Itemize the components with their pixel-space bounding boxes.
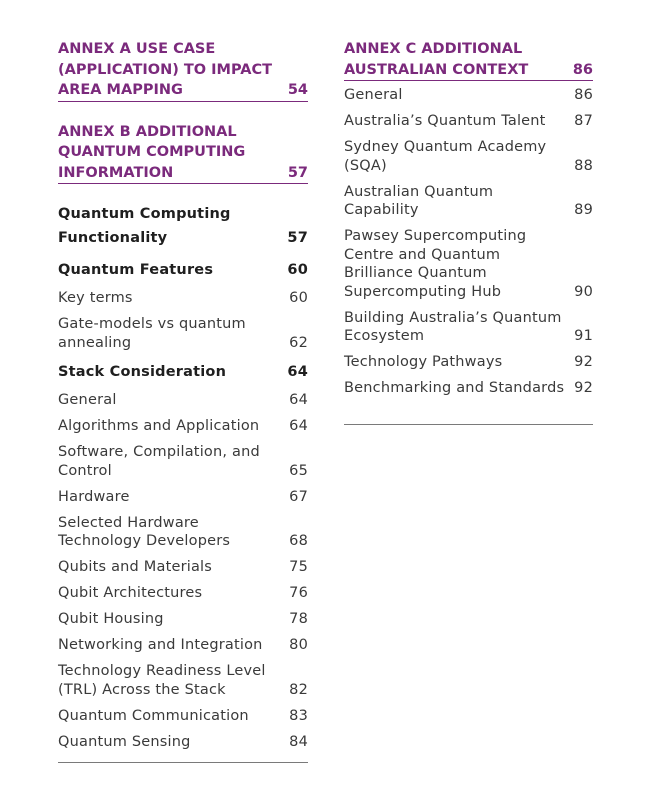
entry-page: 86 bbox=[574, 87, 593, 103]
entry-page: 64 bbox=[289, 418, 308, 434]
entry-label: Key terms bbox=[58, 290, 133, 306]
entry-label: Quantum Communication bbox=[58, 707, 249, 724]
toc-section-annex-b[interactable] bbox=[58, 122, 308, 185]
entry-page: 92 bbox=[574, 354, 593, 370]
toc-entry[interactable] bbox=[344, 183, 593, 220]
entry-label: General bbox=[58, 392, 117, 408]
entry-label: Qubits and Materials bbox=[58, 559, 213, 575]
entry-label: Benchmarking and Standards bbox=[344, 380, 565, 396]
entry-page: 80 bbox=[289, 637, 308, 653]
toc-entry[interactable] bbox=[58, 258, 308, 282]
entry-label: Gate-models vs quantum annealing bbox=[58, 316, 246, 351]
entry-label: Software, Compilation, and Control bbox=[58, 444, 260, 479]
toc-entry[interactable] bbox=[58, 391, 308, 410]
entry-page: 68 bbox=[289, 533, 308, 549]
toc-entry[interactable] bbox=[58, 417, 308, 436]
entry-label: Pawsey Supercomputing Centre and Quantum Brilliance Quantum Supercomputing Hub bbox=[344, 228, 527, 300]
entry-label: Quantum Computing Functionality bbox=[58, 206, 231, 246]
entry-label: Quantum Features bbox=[58, 261, 214, 278]
entry-page: 64 bbox=[287, 363, 308, 380]
section-page: 57 bbox=[287, 164, 308, 181]
entry-label: Building Australia’s Quantum Ecosystem bbox=[344, 309, 562, 344]
entry-page: 64 bbox=[289, 392, 308, 408]
entry-label: Algorithms and Application bbox=[58, 418, 260, 434]
toc-entry[interactable] bbox=[58, 315, 308, 352]
entry-page: 76 bbox=[289, 585, 308, 601]
entry-label: Networking and Integration bbox=[58, 637, 263, 653]
toc-entry[interactable] bbox=[58, 202, 308, 250]
entry-label: General bbox=[344, 87, 403, 103]
entry-page: 82 bbox=[289, 681, 308, 698]
entry-label: Qubit Housing bbox=[58, 611, 164, 627]
toc-entry[interactable] bbox=[58, 488, 308, 507]
entry-label: Quantum Sensing bbox=[58, 733, 191, 750]
entry-page: 65 bbox=[289, 462, 308, 479]
toc-entry[interactable] bbox=[58, 662, 308, 699]
entry-page: 62 bbox=[289, 334, 308, 351]
toc-entry[interactable] bbox=[58, 584, 308, 603]
entry-page: 75 bbox=[289, 559, 308, 575]
entry-label: Sydney Quantum Academy (SQA) bbox=[344, 139, 547, 174]
toc-entry[interactable] bbox=[344, 138, 593, 175]
toc-section-annex-a[interactable] bbox=[58, 39, 308, 102]
entry-label: Australian Quantum Capability bbox=[344, 183, 494, 218]
toc-entry[interactable] bbox=[58, 636, 308, 655]
toc-entry[interactable] bbox=[58, 707, 308, 726]
entry-page: 87 bbox=[574, 113, 593, 129]
entry-page: 89 bbox=[574, 202, 593, 218]
entry-page: 83 bbox=[289, 707, 308, 724]
toc-entry[interactable] bbox=[344, 379, 593, 398]
entry-page: 57 bbox=[287, 230, 308, 246]
entry-page: 67 bbox=[289, 488, 308, 505]
bottom-rule-left bbox=[58, 762, 308, 763]
toc-entry[interactable] bbox=[58, 443, 308, 480]
entry-page: 60 bbox=[287, 261, 308, 278]
entry-label: Technology Pathways bbox=[344, 354, 503, 370]
entry-page: 88 bbox=[574, 157, 593, 174]
section-title: ANNEX C ADDITIONAL AUSTRALIAN CONTEXT bbox=[344, 41, 529, 78]
entry-page: 78 bbox=[289, 611, 308, 627]
toc-entry[interactable] bbox=[58, 733, 308, 752]
toc-entry[interactable] bbox=[344, 112, 593, 131]
toc-entry[interactable] bbox=[58, 558, 308, 577]
toc-entry[interactable] bbox=[58, 360, 308, 384]
entry-page: 60 bbox=[289, 290, 308, 306]
toc-entry[interactable] bbox=[344, 309, 593, 346]
entry-label: Stack Consideration bbox=[58, 363, 227, 380]
entry-label: Technology Readiness Level (TRL) Across the Stack bbox=[58, 663, 266, 698]
toc-left-column bbox=[58, 39, 308, 759]
toc-entry[interactable] bbox=[344, 227, 593, 301]
toc-entry[interactable] bbox=[58, 610, 308, 629]
entry-label: Qubit Architectures bbox=[58, 585, 203, 601]
toc-right-column bbox=[344, 39, 593, 405]
toc-entry[interactable] bbox=[58, 514, 308, 551]
section-title: ANNEX B ADDITIONAL QUANTUM COMPUTING INFORMATION bbox=[58, 123, 246, 181]
bottom-rule-right bbox=[344, 424, 593, 425]
entry-label: Australia’s Quantum Talent bbox=[344, 113, 546, 129]
entry-page: 84 bbox=[289, 733, 308, 750]
entry-page: 92 bbox=[574, 380, 593, 396]
entry-label: Hardware bbox=[58, 488, 130, 505]
toc-section-annex-c[interactable] bbox=[344, 39, 593, 81]
section-page: 86 bbox=[572, 61, 593, 78]
entry-page: 91 bbox=[574, 328, 593, 344]
entry-page: 90 bbox=[574, 283, 593, 300]
toc-entry[interactable] bbox=[344, 86, 593, 105]
toc-entry[interactable] bbox=[344, 353, 593, 372]
entry-label: Selected Hardware Technology Developers bbox=[58, 514, 231, 549]
section-page: 54 bbox=[287, 82, 308, 98]
toc-entry[interactable] bbox=[58, 289, 308, 308]
section-title: ANNEX A USE CASE (APPLICATION) TO IMPACT AREA MAPPING bbox=[58, 41, 273, 98]
